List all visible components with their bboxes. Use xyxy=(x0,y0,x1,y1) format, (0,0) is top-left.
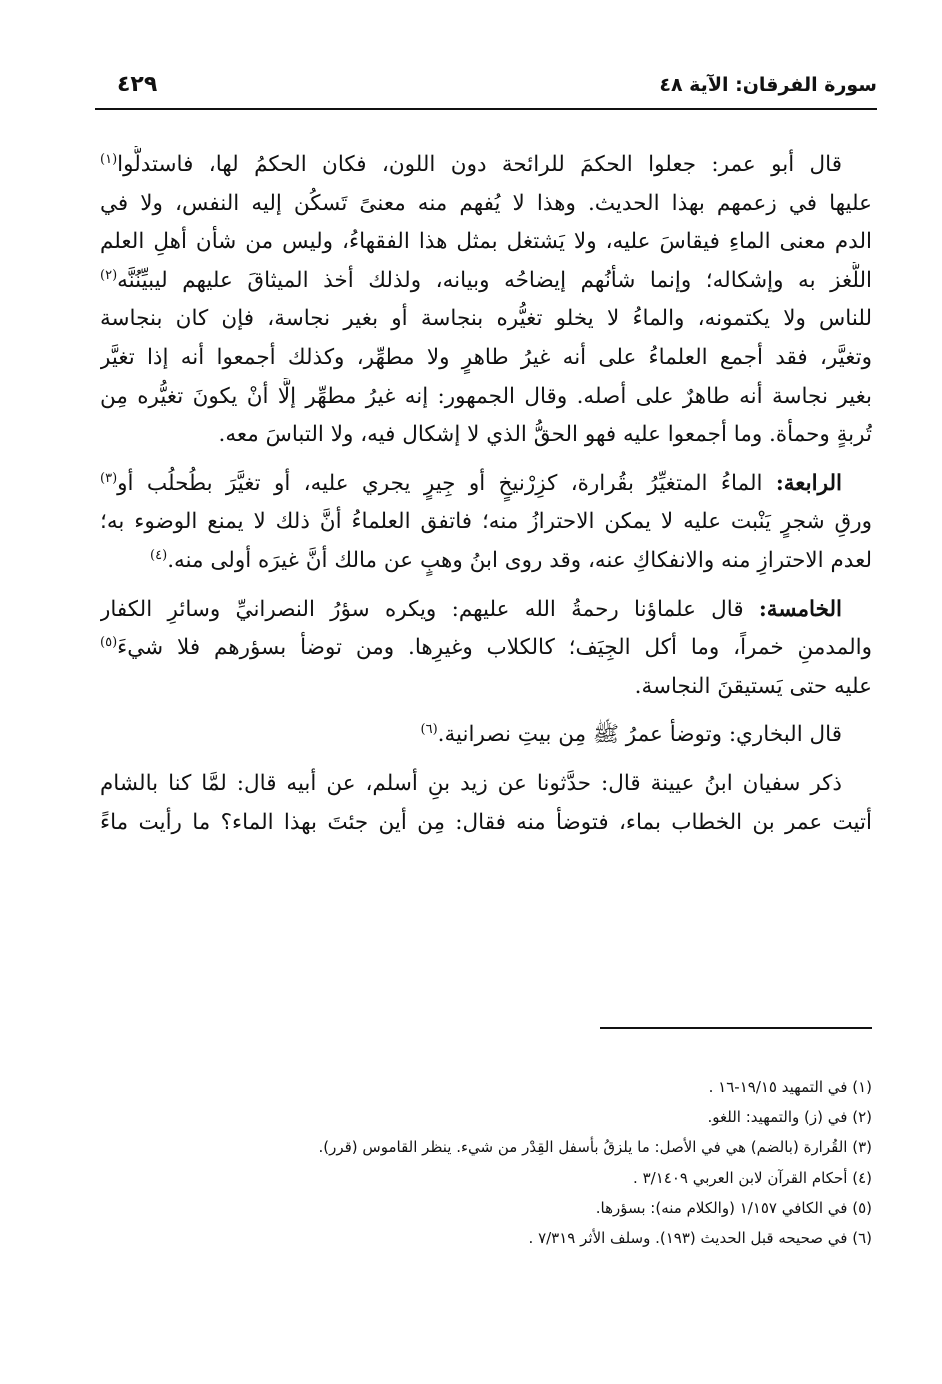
running-header xyxy=(95,72,877,110)
text-line: الخامسة: قال علماؤنا رحمةُ الله عليهم: ويكره سؤرُ النصرانيِّ وسائرِ الكفار xyxy=(100,596,842,622)
text-line: عليه حتى يَستيقنَ النجاسة. xyxy=(634,673,872,699)
footnote-ref[interactable]: (٢) xyxy=(100,267,118,283)
footnote-ref[interactable]: (٣) xyxy=(100,470,118,486)
text-line: اللُّغز به وإشكاله؛ وإنما شأنُهم إيضاحُه وبيانه، ولذلك أخذ الميثاقَ عليهم ليبيِّنُنَّه$^{(٢)}$ xyxy=(100,267,872,293)
text-line: عليها في زعمهم بهذا الحديث. وهذا لا يُفهم منه معنىً تَسكُن إليه النفس، ولا في xyxy=(100,190,872,216)
text-line: بغير نجاسة أنه طاهرٌ على أصله. وقال الجمهور: إنه غيرُ مطهِّر إلَّا أنْ يكونَ تغيُّره مِن xyxy=(100,383,872,409)
footnote-ref[interactable]: (٦) xyxy=(420,722,438,738)
text-line: الدم معنى الماءِ فيقاسَ عليه، ولا يَشتغل بمثل هذا الفقهاءُ، وليس من شأن أهلِ العلم xyxy=(100,229,872,255)
paragraph-4 xyxy=(100,716,872,755)
section-heading: الرابعة: xyxy=(775,470,842,496)
text-line: أتيت عمر بن الخطاب بماء، فتوضأ منه فقال: مِن أين جئتَ بهذا الماء؟ ما رأيت ماءً xyxy=(100,809,872,835)
footnote-4: (٤) أحكام القرآن لابن العربي ٣/١٤٠٩ . xyxy=(633,1168,872,1187)
paragraph-5 xyxy=(100,765,872,842)
footnote-ref[interactable]: (٤) xyxy=(150,547,168,563)
text-line: ذكر سفيان ابنُ عيينة قال: حدَّثونا عن زيد بنِ أسلم، عن أبيه قال: لمَّا كنا بالشام xyxy=(100,770,842,796)
text-line: وتغيَّر، فقد أجمع العلماءُ على أنه غيرُ طاهرٍ ولا مطهِّر، وكذلك أجمعوا أنه إذا تغيَّر xyxy=(100,344,872,370)
footnote-ref[interactable]: (١) xyxy=(100,151,118,167)
footnote-1: (١) في التمهيد ١٩/١٥-١٦ . xyxy=(708,1078,872,1096)
text-line: قال البخاري: وتوضأ عمرُ ﷺ مِن بيتِ نصرانية.$^{(٦)}$ xyxy=(420,722,842,748)
paragraph-1 xyxy=(100,146,872,455)
text-line: للناس ولا يكتمونه، والماءُ لا يخلو تغيُّره بنجاسة أو بغير نجاسة، فإن كان بنجاسة xyxy=(100,306,872,332)
text-line: ورقِ شجرٍ يَنْبت عليه لا يمكن الاحترازُ منه؛ فاتفق العلماءُ أنَّ ذلك لا يمنع الوضوء به؛ xyxy=(100,509,872,535)
text-line: تُربةٍ وحمأة. وما أجمعوا عليه فهو الحقُّ الذي لا إشكال فيه، ولا التباسَ معه. xyxy=(218,422,872,448)
footnote-ref[interactable]: (٥) xyxy=(100,634,118,650)
footnote-5: (٥) في الكافي ١/١٥٧ (والكلام منه): بسؤرها. xyxy=(595,1198,872,1217)
footnotes xyxy=(100,1072,872,1253)
footnote-6: (٦) في صحيحه قبل الحديث (١٩٣). وسلف الأثر ٧/٣١٩ . xyxy=(528,1229,872,1248)
text-line: قال أبو عمر: جعلوا الحكمَ للرائحة دون اللون، فكان الحكمُ لها، فاستدلُّوا$^{(١)}$ xyxy=(100,151,842,177)
page-number: ٤٢٩ xyxy=(117,72,158,97)
footnote-3: (٣) القُرارة (بالضم) هي في الأصل: ما يلزقُ بأسفل القِدْر من شيء. ينظر القاموس (قرر). xyxy=(318,1138,872,1157)
text-line: والمدمنِ خمراً، وما أكل الجِيَف؛ كالكلاب وغيرِها. ومن توضأ بسؤرهم فلا شيءَ$^{(٥)}$ xyxy=(100,634,872,661)
footnote-2: (٢) في (ز) والتمهيد: اللغو. xyxy=(707,1108,872,1127)
text-line: الرابعة: الماءُ المتغيِّرُ بقُرارة، كزِرْنيخٍ أو جِيرٍ يجري عليه، أو تغيَّرَ بطُحلُب أو$^{(٣)}$ xyxy=(100,470,842,496)
text-line: لعدم الاحترازِ منه والانفكاكِ عنه، وقد روى ابنُ وهبٍ عن مالك أنَّ غيرَه أولى منه.$^{(٤)}$ xyxy=(150,547,872,573)
paragraph-3 xyxy=(100,591,872,707)
surah-title: سورة الفرقان: الآية ٤٨ xyxy=(659,74,877,96)
main-text xyxy=(100,146,872,842)
section-heading: الخامسة: xyxy=(758,596,842,622)
paragraph-2 xyxy=(100,465,872,581)
footnote-separator xyxy=(600,1027,872,1029)
